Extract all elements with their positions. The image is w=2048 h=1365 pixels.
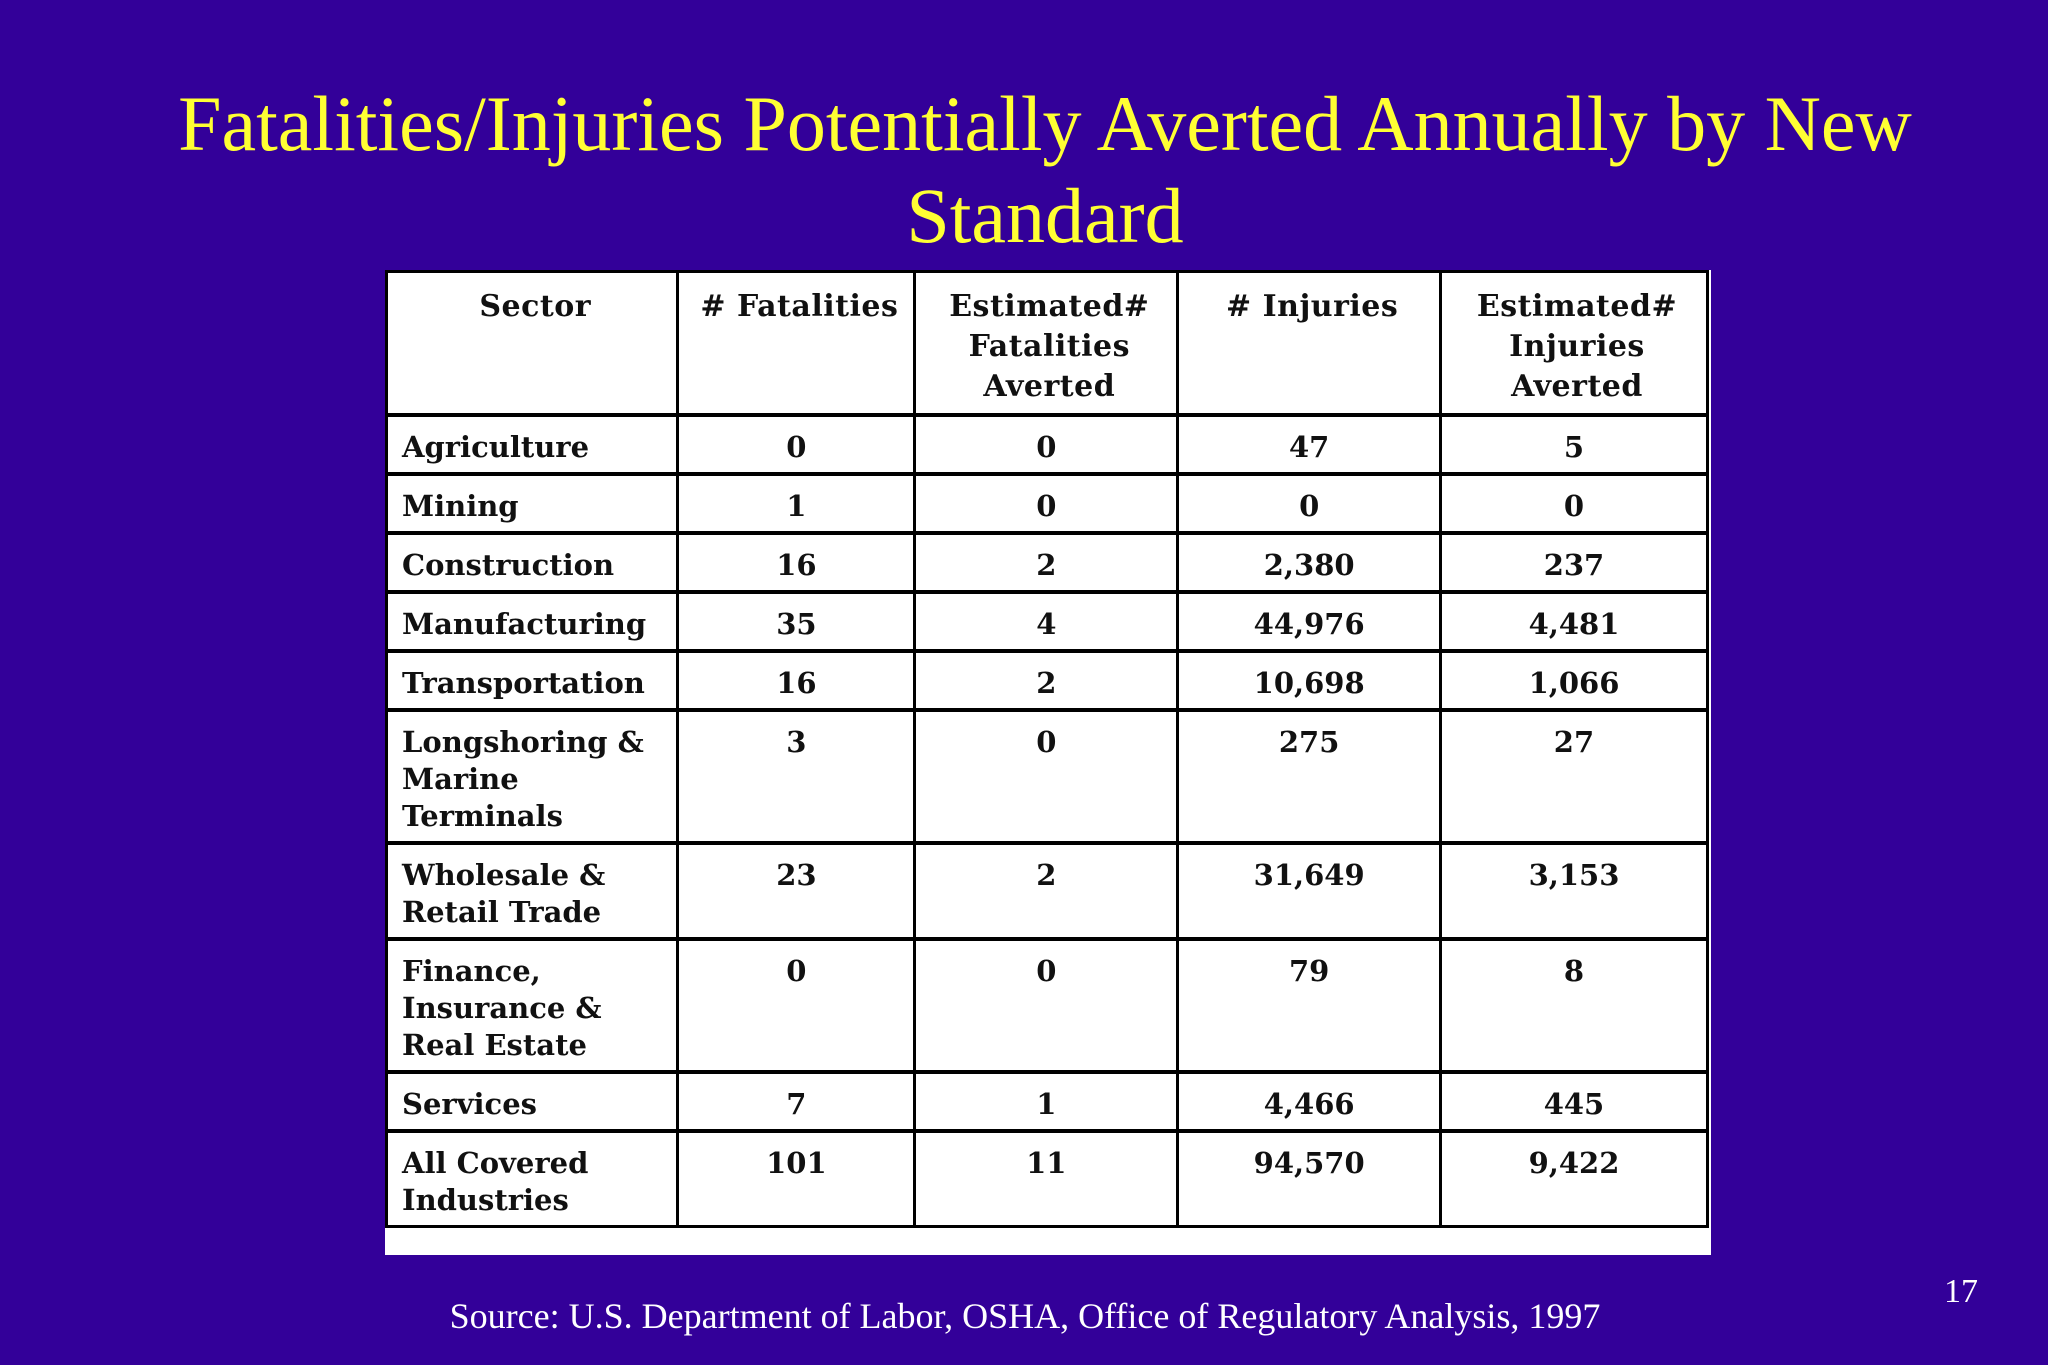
table-row [388,476,1706,535]
cell-sector: Longshoring & Marine Terminals [388,712,679,845]
cell-injuries: 0 [1179,476,1442,535]
cell-injuries: 275 [1179,712,1442,845]
cell-injuries-averted: 8 [1442,941,1706,1074]
cell-fatalities-averted: 4 [916,594,1179,653]
table-row [388,1074,1706,1133]
table-row [388,845,1706,941]
cell-fatalities: 3 [679,712,916,845]
cell-injuries: 44,976 [1179,594,1442,653]
cell-fatalities-averted: 2 [916,535,1179,594]
cell-injuries-averted: 4,481 [1442,594,1706,653]
cell-injuries-averted: 3,153 [1442,845,1706,941]
cell-sector: Construction [388,535,679,594]
cell-fatalities-averted: 2 [916,845,1179,941]
data-table [385,270,1709,1228]
cell-fatalities-averted: 0 [916,941,1179,1074]
cell-sector: Manufacturing [388,594,679,653]
cell-sector: Mining [388,476,679,535]
cell-fatalities-averted: 0 [916,476,1179,535]
cell-fatalities-averted: 0 [916,417,1179,476]
cell-fatalities: 7 [679,1074,916,1133]
cell-injuries: 2,380 [1179,535,1442,594]
table-row [388,594,1706,653]
cell-injuries: 31,649 [1179,845,1442,941]
cell-injuries-averted: 445 [1442,1074,1706,1133]
cell-fatalities-averted: 1 [916,1074,1179,1133]
cell-sector: Finance, Insurance & Real Estate [388,941,679,1074]
cell-sector: Services [388,1074,679,1133]
cell-fatalities: 16 [679,535,916,594]
cell-injuries-averted: 9,422 [1528,1146,1620,1180]
table-header-row [388,273,1706,417]
table-body [388,417,1706,1225]
cell-fatalities: 35 [679,594,916,653]
column-header-injuries: # Injuries [1179,273,1442,417]
cell-fatalities: 101 [679,1133,916,1225]
table-row [388,653,1706,712]
cell-injuries: 4,466 [1179,1074,1442,1133]
table-row [388,535,1706,594]
cell-injuries: 47 [1179,417,1442,476]
column-header-fatalities: # Fatalities [679,273,916,417]
cell-fatalities: 0 [679,941,916,1074]
table-row [388,417,1706,476]
cell-injuries-averted: 27 [1442,712,1706,845]
cell-fatalities: 23 [679,845,916,941]
cell-fatalities: 1 [679,476,916,535]
cell-injuries-averted: 5 [1442,417,1706,476]
cell-injuries-averted: 0 [1442,476,1706,535]
cell-fatalities: 16 [679,653,916,712]
cell-fatalities-averted: 2 [916,653,1179,712]
slide-title: Fatalities/Injuries Potentially Averted Annually by New Standard [178,80,1912,259]
page-number: 17 [1944,1273,1978,1310]
cell-injuries: 94,570 [1179,1133,1442,1225]
column-header-fatalities-averted: Estimated# Fatalities Averted [916,273,1179,417]
table-panel [385,270,1711,1255]
cell-injuries-averted: 1,066 [1442,653,1706,712]
column-header-sector: Sector [388,273,679,417]
cell-injuries: 79 [1179,941,1442,1074]
cell-sector: All Covered Industries [388,1133,679,1225]
cell-fatalities: 0 [679,417,916,476]
cell-sector: Agriculture [388,417,679,476]
cell-injuries-averted: 237 [1442,535,1706,594]
table-row [388,941,1706,1074]
source-note: Source: U.S. Department of Labor, OSHA, Office of Regulatory Analysis, 1997 [449,1296,1601,1336]
table-row [388,712,1706,845]
cell-sector: Wholesale & Retail Trade [388,845,679,941]
column-header-injuries-averted: Estimated# Injuries Averted [1442,273,1706,417]
cell-fatalities-averted: 11 [916,1133,1179,1225]
cell-injuries: 10,698 [1179,653,1442,712]
cell-sector: Transportation [388,653,679,712]
cell-fatalities-averted: 0 [916,712,1179,845]
table-row-total [388,1133,1706,1225]
